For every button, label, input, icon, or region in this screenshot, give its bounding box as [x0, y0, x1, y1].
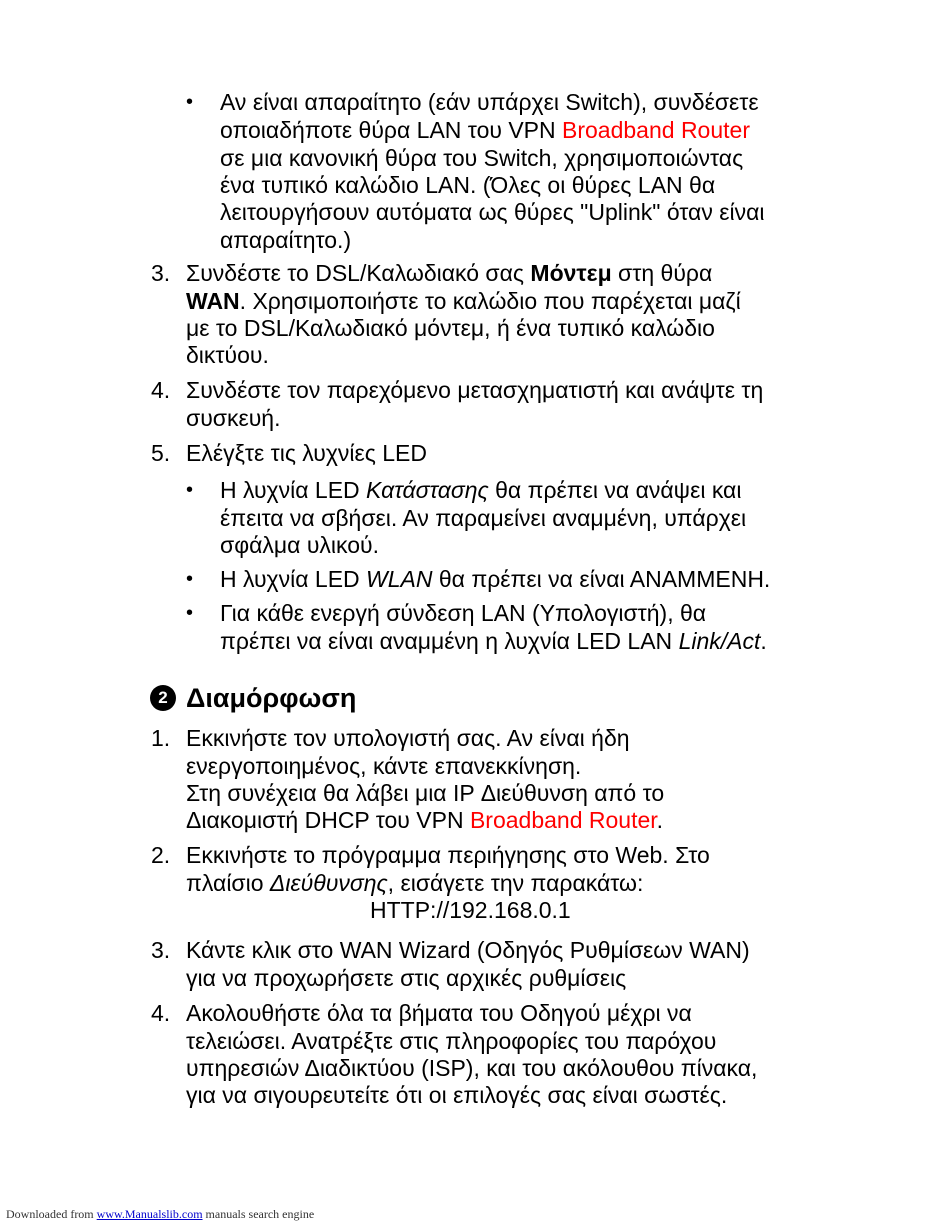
text-line: Εκκινήστε τον υπολογιστή σας. Αν είναι ήδη — [186, 725, 630, 751]
text-line: Συνδέστε το DSL/Καλωδιακό σας Μόντεμ στη θύρα — [186, 260, 713, 286]
bullet-marker: • — [186, 568, 194, 590]
list-number: 3. — [151, 937, 171, 963]
text-line: Διακομιστή DHCP του VPN Broadband Router. — [186, 807, 664, 833]
text-line: συσκευή. — [186, 405, 281, 431]
text-line: Κάντε κλικ στο WAN Wizard (Οδηγός Ρυθμίσεων WAN) — [186, 937, 750, 963]
text-line: Συνδέστε τον παρεχόμενο μετασχηματιστή και ανάψτε τη — [186, 377, 764, 403]
list-number: 4. — [151, 1000, 171, 1026]
text-line: έπειτα να σβήσει. Αν παραμείνει αναμμένη, υπάρχει — [220, 505, 747, 531]
text-line: με το DSL/Καλωδιακό μόντεμ, ή ένα τυπικό καλώδιο — [186, 315, 715, 341]
brand-name: Broadband Router — [469, 807, 657, 833]
text-line: Αν είναι απαραίτητο (εάν υπάρχει Switch), συνδέσετε — [220, 89, 759, 115]
text-line: για να σιγουρευτείτε ότι οι επιλογές σας είναι σωστές. — [186, 1082, 728, 1108]
bullet-marker: • — [186, 479, 194, 501]
manualslib-link[interactable]: www.Manualslib.com — [96, 1207, 203, 1221]
text-line: Ακολουθήστε όλα τα βήματα του Οδηγού μέχρι να — [186, 1000, 692, 1026]
text-line: δικτύου. — [186, 342, 269, 368]
brand-name: Broadband Router — [562, 117, 750, 143]
download-footer: Downloaded from www.Manualslib.com manuals search engine — [6, 1207, 315, 1221]
text-line: Για κάθε ενεργή σύνδεση LAN (Υπολογιστή), θα — [220, 600, 707, 626]
list-number: 2. — [151, 842, 171, 868]
text-line: υπηρεσιών Διαδικτύου (ISP), και του ακόλουθου πίνακα, — [186, 1055, 758, 1081]
text-line: Η λυχνία LED Κατάστασης θα πρέπει να ανάψει και — [220, 477, 742, 503]
router-url: HTTP://192.168.0.1 — [370, 897, 571, 923]
text-line: Εκκινήστε το πρόγραμμα περιήγησης στο Web. Στο — [186, 842, 710, 868]
list-number: 5. — [151, 440, 171, 466]
section-number-badge: 2 — [150, 685, 176, 711]
text-line: οποιαδήποτε θύρα LAN του VPN Broadband Router — [220, 117, 750, 143]
text-line: Ελέγξτε τις λυχνίες LED — [186, 440, 427, 466]
text-line: λειτουργήσουν αυτόματα ως θύρες "Uplink" όταν είναι — [220, 199, 765, 225]
text-line: πρέπει να είναι αναμμένη η λυχνία LED LAN Link/Act. — [220, 628, 767, 654]
text-line: σφάλμα υλικού. — [220, 532, 380, 558]
text-line: σε μια κανονική θύρα του Switch, χρησιμοποιώντας — [220, 145, 744, 171]
bullet-marker: • — [186, 602, 194, 624]
section-title: Διαμόρφωση — [186, 683, 357, 713]
text-line: Στη συνέχεια θα λάβει μια IP Διεύθυνση από το — [186, 780, 665, 806]
list-number: 4. — [151, 377, 171, 403]
text-line: πλαίσιο Διεύθυνσης, εισάγετε την παρακάτω: — [186, 870, 644, 896]
text-line: απαραίτητο.) — [220, 227, 352, 253]
text-line: τελειώσει. Ανατρέξτε στις πληροφορίες του παρόχου — [186, 1028, 717, 1054]
list-number: 3. — [151, 260, 171, 286]
text-line: ενεργοποιημένος, κάντε επανεκκίνηση. — [186, 753, 582, 779]
text-line: για να προχωρήσετε στις αρχικές ρυθμίσεις — [186, 965, 627, 991]
text-line: ένα τυπικό καλώδιο LAN. (Όλες οι θύρες LAN θα — [220, 172, 716, 198]
list-number: 1. — [151, 725, 171, 751]
text-line: Η λυχνία LED WLAN θα πρέπει να είναι ΑΝΑΜΜΕΝΗ. — [220, 566, 771, 592]
bullet-marker: • — [186, 91, 194, 113]
text-line: WAN. Χρησιμοποιήστε το καλώδιο που παρέχεται μαζί — [186, 288, 741, 314]
